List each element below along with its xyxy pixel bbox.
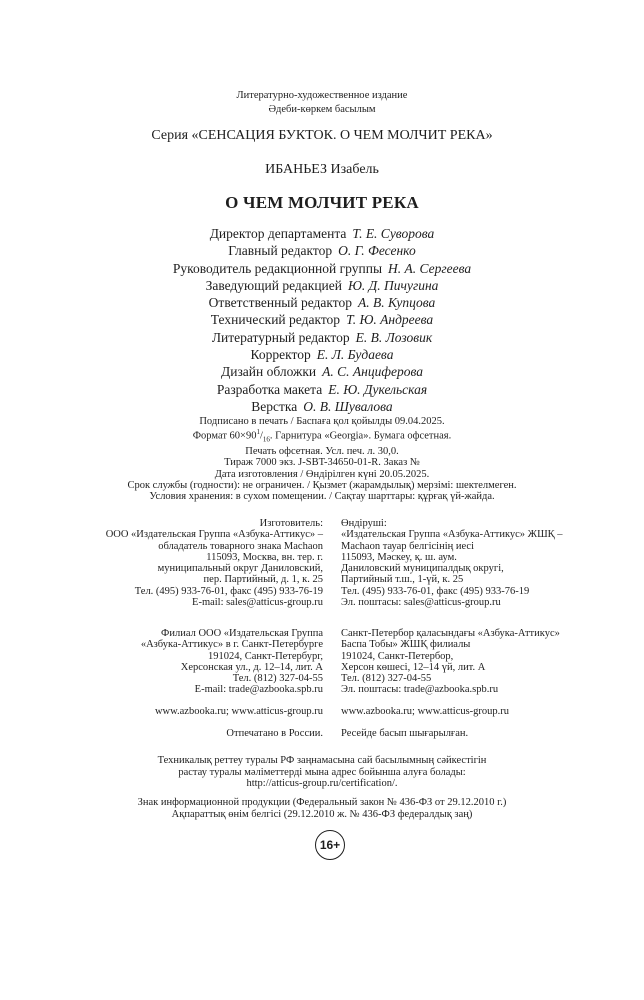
credit-name: Ю. Д. Пичугина — [348, 277, 439, 293]
address-line: «Издательская Группа «Азбука-Аттикус» ЖШҚ – — [341, 529, 563, 541]
credit-role: Главный редактор — [228, 243, 333, 259]
address-line: Тел. (495) 933-76-01, факс (495) 933-76-19 — [341, 585, 530, 597]
credit-line — [0, 363, 644, 380]
printed-ru: Отпечатано в России. — [226, 728, 323, 739]
address-line: Тел. (812) 327-04-55 — [232, 673, 323, 685]
branch-kz — [341, 628, 560, 696]
address-line: Тел. (812) 327-04-55 — [341, 673, 432, 685]
print-line: Печать офсетная. Усл. печ. л. 30,0. — [245, 446, 399, 458]
web-kz: www.azbooka.ru; www.atticus-group.ru — [341, 706, 510, 717]
credit-line — [0, 242, 644, 259]
credit-role: Корректор — [250, 347, 311, 363]
address-line: 115093, Москва, вн. тер. г. — [206, 551, 323, 563]
book-title: О ЧЕМ МОЛЧИТ РЕКА — [225, 193, 419, 212]
web-ru: www.azbooka.ru; www.atticus-group.ru — [154, 706, 323, 717]
credit-line — [0, 311, 644, 328]
certification-line: растау туралы мәліметтерді мына адрес бойынша алуға болады: — [178, 766, 466, 778]
credit-role: Директор департамента — [209, 226, 347, 241]
credit-name: Т. Ю. Андреева — [346, 312, 434, 328]
address-line: Партийный т.ш., 1-үй, к. 25 — [341, 574, 464, 586]
address-line: E-mail: trade@azbooka.spb.ru — [194, 684, 323, 696]
credit-line — [0, 398, 644, 415]
credit-name: А. С. Анциферова — [322, 364, 423, 380]
certification-block — [0, 755, 644, 790]
manufacturer-ru — [106, 518, 323, 608]
storage-line: Условия хранения: в сухом помещении. / Сақтау шарттары: құрғақ үй-жайда. — [149, 491, 495, 503]
credit-name: Н. А. Сергеева — [388, 260, 472, 276]
address-line: обладатель товарного знака Machaon — [158, 540, 323, 552]
address-line: Өндіруші: — [341, 518, 387, 529]
age-rating-badge: 16+ — [315, 830, 345, 860]
credit-role: Заведующий редакцией — [205, 277, 342, 293]
credit-line — [0, 381, 644, 398]
credit-role: Литературный редактор — [211, 329, 350, 345]
address-line: 191024, Санкт-Петербор, — [341, 650, 454, 662]
credit-role: Технический редактор — [210, 312, 341, 328]
credit-role: Разработка макета — [216, 381, 323, 397]
series-line: Серия «СЕНСАЦИЯ БУКТОК. О ЧЕМ МОЛЧИТ РЕКА» — [151, 128, 493, 143]
credit-name: Т. Е. Суворова — [352, 226, 435, 241]
address-line: E-mail: sales@atticus-group.ru — [192, 597, 323, 609]
address-line: Херсон көшесі, 12–14 үй, лит. А — [341, 661, 486, 673]
author-name: ИБАНЬЕЗ Изабель — [265, 162, 379, 177]
format-post: . Гарнитура «Georgia». Бумага офсетная. — [269, 430, 452, 442]
address-line: Эл. поштасы: trade@azbooka.spb.ru — [341, 684, 499, 696]
shelf-line: Срок службы (годности): не ограничен. / Қызмет (жарамдылық) мерзімі: шектелмеген. — [127, 480, 517, 492]
credit-line — [0, 294, 644, 311]
made-line: Дата изготовления / Өндірілген күні 20.05.2025. — [214, 468, 430, 480]
credit-role: Ответственный редактор — [208, 295, 352, 311]
credit-name: Е. В. Лозовик — [355, 329, 433, 345]
credit-line — [0, 225, 644, 242]
credit-name: О. Г. Фесенко — [338, 243, 416, 259]
address-line: Херсонская ул., д. 12–14, лит. А — [180, 661, 323, 673]
address-line: Machaon тауар белгісінің иесі — [341, 540, 474, 552]
credit-line — [0, 260, 644, 277]
format-denominator: 16 — [262, 435, 270, 444]
credit-role: Руководитель редакционной группы — [172, 260, 383, 276]
address-line: Тел. (495) 933-76-01, факс (495) 933-76-19 — [134, 585, 323, 597]
credit-name: А. В. Купцова — [358, 295, 436, 311]
manufacturer-kz — [341, 518, 563, 608]
certification-line: Техникалық реттеу туралы РФ заңнамасына сай басылымның сәйкестігін — [157, 755, 487, 766]
format-line: Формат $60\times 90^1/_{16}$. Гарнитура «Georgia». Бумага офсетная. — [192, 428, 452, 444]
credit-name: О. В. Шувалова — [303, 398, 393, 414]
address-line: «Азбука-Аттикус» в г. Санкт-Петербурге — [140, 639, 323, 651]
run-line: Тираж 7000 экз. J-SBT-34650-01-R. Заказ № — [224, 457, 420, 469]
address-line: Санкт-Петербор қаласындағы «Азбука-Аттикус» — [341, 628, 560, 639]
format-pre: Формат 60×90 — [192, 430, 257, 442]
address-line: Филиал ООО «Издательская Группа — [161, 628, 323, 639]
credit-role: Дизайн обложки — [221, 364, 317, 380]
info-mark-kz: Ақпараттық өнім белгісі (29.12.2010 ж. № 436-ФЗ федералдық заң) — [171, 808, 473, 820]
address-line: муниципальный округ Даниловский, — [157, 563, 323, 575]
edition-type-kz: Әдеби-көркем басылым — [268, 104, 376, 115]
credit-name: Е. Ю. Дукельская — [328, 381, 428, 397]
address-line: 191024, Санкт-Петербург, — [207, 650, 323, 662]
signed-line: Подписано в печать / Баспаға қол қойылды 09.04.2025. — [199, 416, 445, 427]
credits-list — [0, 225, 644, 415]
credit-line — [0, 329, 644, 346]
info-mark-block — [0, 797, 644, 820]
address-line: 115093, Мәскеу, қ. ш. аум. — [341, 551, 457, 563]
credit-name: Е. Л. Будаева — [316, 347, 394, 363]
printed-kz: Ресейде басып шығарылған. — [341, 728, 469, 739]
format-numerator: 1 — [256, 428, 260, 437]
info-mark-ru: Знак информационной продукции (Федеральный закон № 436-ФЗ от 29.12.2010 г.) — [137, 797, 507, 808]
address-line: пер. Партийный, д. 1, к. 25 — [203, 574, 323, 586]
certification-url: http://atticus-group.ru/certification/. — [246, 778, 398, 789]
credit-line — [0, 277, 644, 294]
branch-ru — [141, 628, 323, 696]
imprint-block — [0, 416, 644, 503]
address-line: Баспа Тобы» ЖШҚ филиалы — [341, 639, 471, 651]
address-line: Эл. поштасы: sales@atticus-group.ru — [341, 597, 501, 609]
address-line: Даниловский муниципалдық округі, — [341, 563, 504, 575]
address-line: Изготовитель: — [259, 518, 323, 529]
address-line: ООО «Издательская Группа «Азбука-Аттикус» – — [105, 529, 323, 541]
edition-type-ru: Литературно-художественное издание — [236, 90, 408, 101]
credit-line — [0, 346, 644, 363]
credit-role: Верстка — [251, 398, 298, 414]
